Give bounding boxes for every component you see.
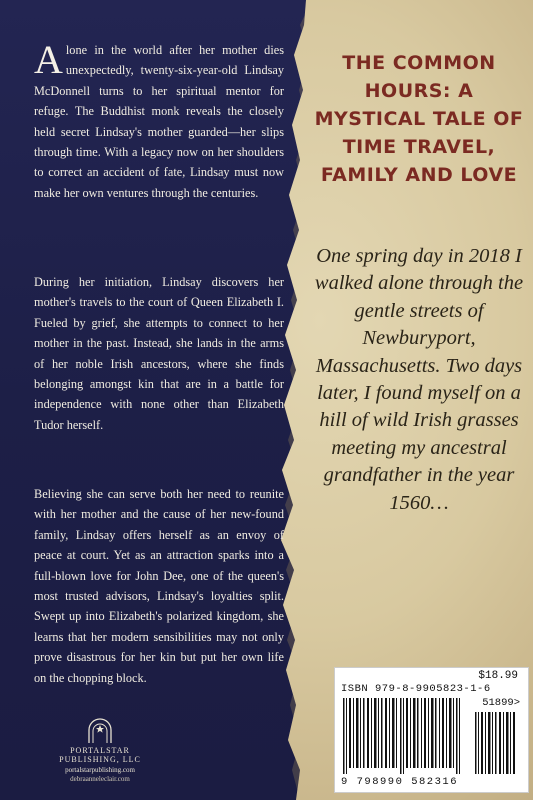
drop-cap: A: [34, 37, 63, 82]
book-title: THE COMMON HOURS: A MYSTICAL TALE OF TIME TRAVEL, FAMILY AND LOVE: [314, 52, 524, 186]
publisher-name: PORTALSTAR PUBLISHING, LLC: [59, 746, 141, 764]
blurb-paragraph-1: [34, 37, 284, 203]
barcode-box: [334, 667, 529, 793]
barcode-digits: 9 798990 582316: [341, 776, 459, 788]
author-quote: One spring day in 2018 I walked alone through the gentle streets of Newburyport, Massachusetts. Two days later, I found myself on a hill of wild Irish grasses meeting my ancestral grandfather in the year 1560…: [314, 245, 524, 514]
addon-barcode-icon: [474, 712, 518, 774]
blurb-paragraph-1-text: lone in the world after her mother dies unexpectedly, twenty-six-year-old Lindsay McDonnell turns to her spiritual mentor for refuge. The Buddhist monk reveals the closely held secret Lindsay's mother guarded—her slips through time. With a legacy now on her shoulders to correct an accident of fate, Lindsay must now make her own ventures through the centuries.: [34, 43, 284, 200]
publisher-block: [40, 718, 160, 783]
publisher-logo-icon: [85, 718, 115, 744]
barcode-icon: [341, 698, 469, 774]
blurb-paragraph-2: During her initiation, Lindsay discovers her mother's travels to the court of Queen Elizabeth I. Fueled by grief, she attempts to connect to her mother in the past. Instead, she lands in the arms of her noble Irish ancestors, where she finds belonging amongst kin that are in a battle for independence with none other than Elizabeth Tudor herself.: [34, 275, 284, 432]
isbn-label: ISBN 979-8-9905823-1-6: [341, 683, 491, 695]
author-url: debraanneleclair.com: [70, 775, 130, 783]
price-addon-code: 51899>: [482, 697, 520, 709]
publisher-url: portalstarpublishing.com: [65, 766, 135, 774]
price-label: $18.99: [478, 670, 518, 682]
blurb-paragraph-3: Believing she can serve both her need to reunite with her mother and the cause of her new-found family, Lindsay offers herself as an envoy of peace at court. Yet as an attraction sparks into a full-blown love for John Dee, one of the queen's most trusted advisors, Lindsay's loyalties split. Swept up into Elizabeth's polarized kingdom, she learns that her modern sensibilities may not only prove disastrous for her kin but put her own life on the chopping block.: [34, 487, 284, 685]
